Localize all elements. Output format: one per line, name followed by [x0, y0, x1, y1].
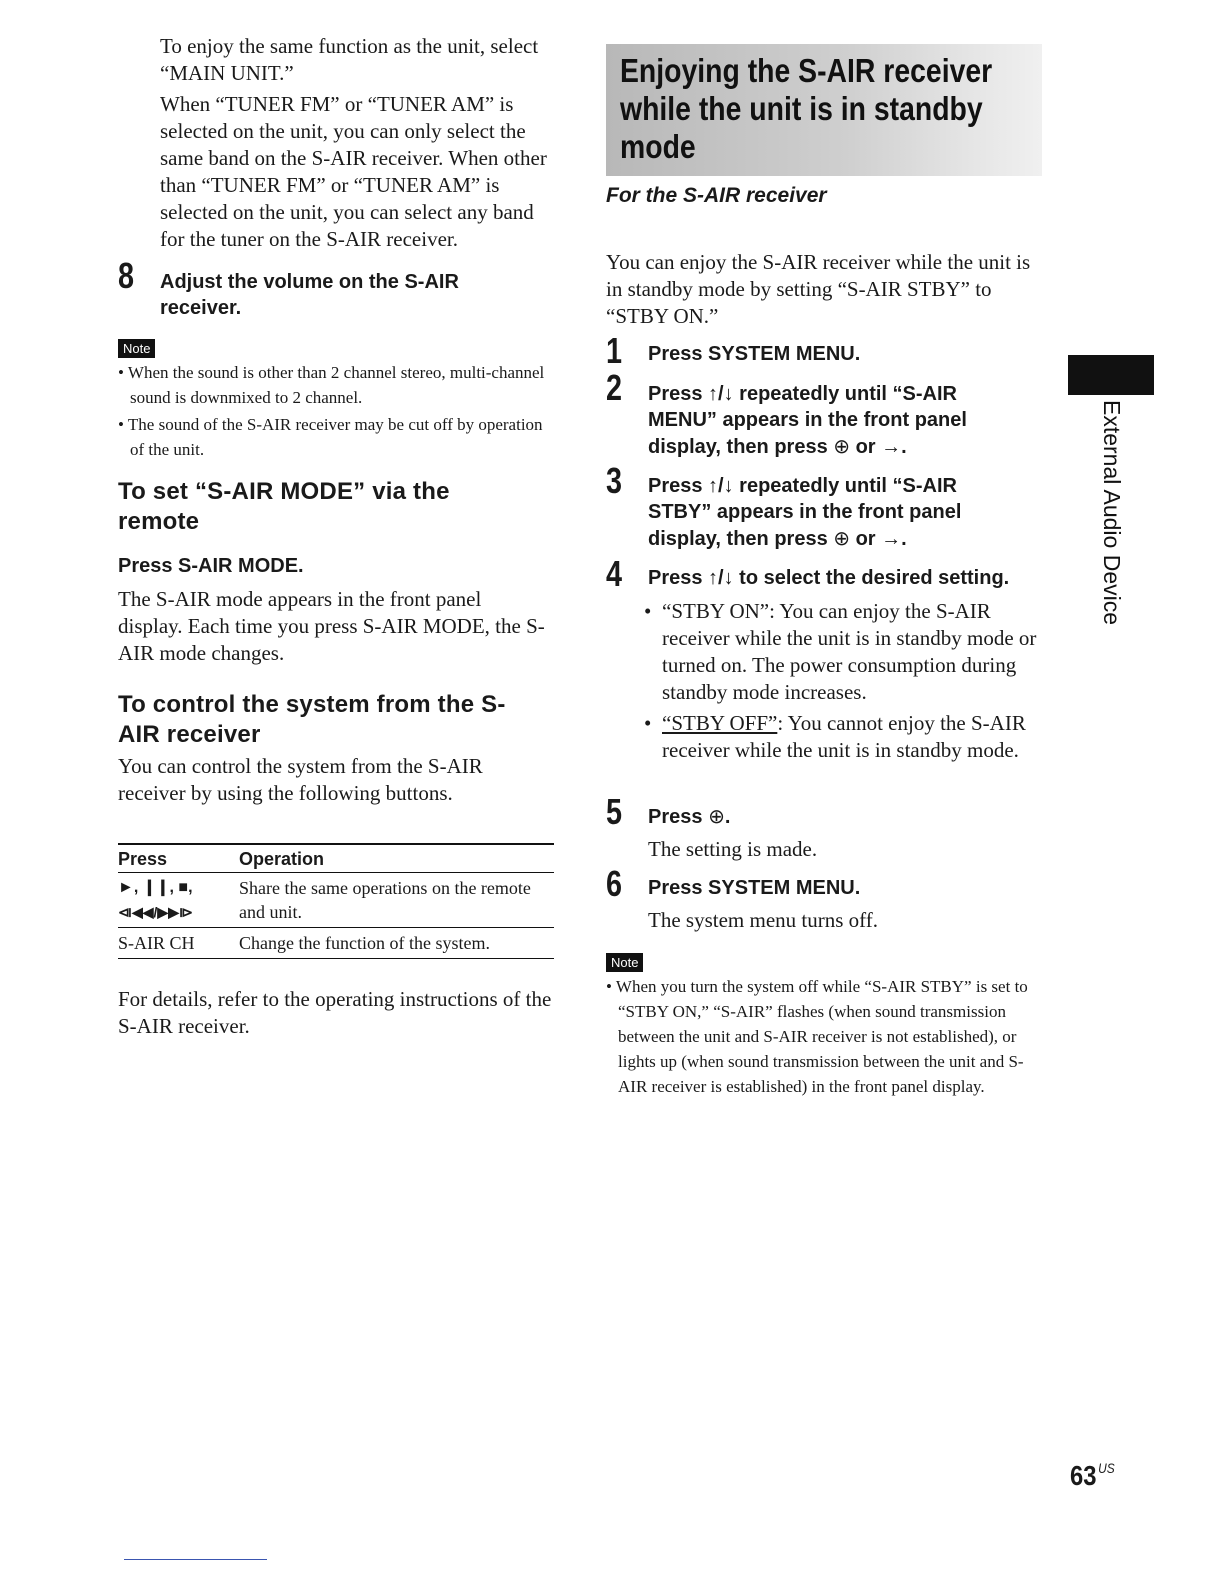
bottom-rule [124, 1559, 267, 1560]
section-heading-sair-mode: To set “S-AIR MODE” via the remote [118, 478, 450, 535]
note-item: • When the sound is other than 2 channel stereo, multi-channel sound is downmixed to 2 channel. [118, 363, 545, 407]
table-header-row [118, 844, 554, 873]
sair-mode-instruction: Press S-AIR MODE. [118, 555, 304, 577]
chapter-marker [1068, 355, 1154, 395]
transport-buttons-line-2: ⧏◀◀/▶▶⧐ [118, 904, 193, 920]
intro-paragraph-2: When “TUNER FM” or “TUNER AM” is selected on the unit, you can only select the same band on the S-AIR receiver. When other than “TUNER FM” or “TUNER AM” is selected on the unit, you can select any band for the tuner on the S-AIR receiver. [160, 92, 547, 251]
transport-buttons-line-1: ►, ❙❙, ■, [118, 879, 193, 896]
step-6-result: The system menu turns off. [648, 908, 878, 932]
press-cell [118, 873, 239, 928]
intro-paragraph-1: To enjoy the same function as the unit, select “MAIN UNIT.” [160, 34, 539, 85]
operation-cell: Change the function of the system. [239, 928, 554, 959]
note-item: • When you turn the system off while “S-AIR STBY” is set to “STBY ON,” “S-AIR” flashes (when sound transmission between the unit and S-AIR receiver is not established), or lights up (when sound transmission between the unit and S-AIR receiver is established) in the front panel display. [606, 977, 1028, 1096]
section-heading-control-system: To control the system from the S-AIR receiver [118, 691, 506, 748]
subtitle: For the S-AIR receiver [606, 184, 827, 207]
section-title-banner [606, 44, 1042, 176]
press-cell: S-AIR CH [118, 928, 239, 959]
step-2-text: Press ↑/↓ repeatedly until “S-AIR MENU” appears in the front panel display, then press ⊕ or →. [648, 383, 967, 458]
right-note [606, 974, 1042, 1101]
table-row [118, 873, 554, 928]
note-item: • The sound of the S-AIR receiver may be cut off by operation of the unit. [118, 415, 543, 459]
step-1-number: 1 [606, 330, 623, 371]
step-3-text: Press ↑/↓ repeatedly until “S-AIR STBY” appears in the front panel display, then press ⊕ or →. [648, 475, 962, 550]
enter-icon: ⊕ [833, 434, 851, 458]
step-2-number: 2 [606, 367, 623, 408]
step-4-number: 4 [606, 553, 623, 594]
step-4-text: Press ↑/↓ to select the desired setting. [648, 567, 1010, 589]
operations-table [118, 843, 554, 959]
note-badge: Note [118, 339, 155, 358]
note-badge: Note [606, 953, 643, 972]
step-5-result: The setting is made. [648, 837, 818, 861]
sair-mode-body: The S-AIR mode appears in the front panel display. Each time you press S-AIR MODE, the S-AIR mode changes. [118, 587, 545, 665]
enter-icon: ⊕ [833, 526, 851, 550]
table-header-operation: Operation [239, 844, 554, 873]
table-header-press: Press [118, 844, 239, 873]
closing-paragraph: For details, refer to the operating instructions of the S-AIR receiver. [118, 987, 552, 1038]
note-list [118, 360, 558, 464]
step-5-text: Press ⊕. [648, 804, 731, 828]
step-3-number: 3 [606, 460, 623, 501]
step-5-number: 5 [606, 791, 623, 832]
operation-cell: Share the same operations on the remote and unit. [239, 873, 554, 928]
right-intro: You can enjoy the S-AIR receiver while the unit is in standby mode by setting “S-AIR STBY” to “STBY ON.” [606, 250, 1031, 328]
step-4-bullet-stby-on: • “STBY ON”: You can enjoy the S-AIR receiver while the unit is in standby mode or turned on. The power consumption during standby mode increases. [644, 599, 1037, 704]
step-4-bullet-stby-off: • “STBY OFF”: You cannot enjoy the S-AIR receiver while the unit is in standby mode. [644, 711, 1026, 762]
page-number: 63 $^{US}$ [1070, 1460, 1115, 1491]
chapter-label: External Audio Device [1099, 400, 1125, 626]
enter-icon: ⊕ [708, 804, 725, 828]
page-title: Enjoying the S-AIR receiver while the unit is in standby mode [620, 52, 993, 165]
step-8-number: 8 [118, 255, 135, 296]
step-6-number: 6 [606, 863, 623, 904]
step-6-text: Press SYSTEM MENU. [648, 877, 861, 899]
table-row [118, 928, 554, 959]
control-system-body: You can control the system from the S-AIR receiver by using the following buttons. [118, 754, 483, 805]
step-8-text: Adjust the volume on the S-AIR receiver. [160, 271, 459, 319]
step-1-text: Press SYSTEM MENU. [648, 343, 861, 365]
